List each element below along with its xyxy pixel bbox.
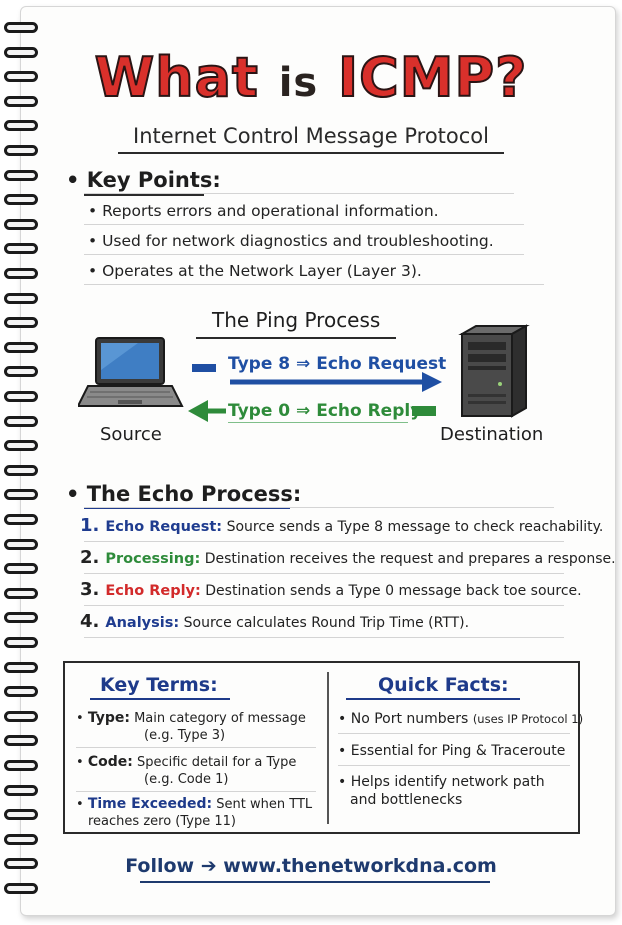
fact-line2: and bottlenecks — [350, 792, 463, 808]
step-number: 2. — [80, 547, 100, 568]
request-type: Type 8 — [228, 354, 291, 374]
fact-main: Essential for Ping & Traceroute — [350, 743, 566, 759]
spiral-ring — [4, 883, 38, 894]
echo-step — [80, 579, 582, 600]
spiral-ring — [4, 834, 38, 845]
request-label — [228, 354, 446, 374]
quick-facts-heading: Quick Facts: — [378, 674, 509, 696]
step-text: Destination receives the request and prepares a response. — [204, 551, 616, 567]
spiral-ring — [4, 170, 38, 181]
request-name: Echo Request — [316, 354, 447, 374]
spiral-ring — [4, 711, 38, 722]
spiral-ring — [4, 243, 38, 254]
ruled-line — [76, 747, 316, 748]
ping-process-title: The Ping Process — [212, 308, 381, 332]
ruled-line — [76, 791, 316, 792]
term-line1: Main category of message — [134, 711, 306, 726]
ruled-line — [84, 541, 564, 542]
ruled-line — [84, 193, 514, 194]
quick-fact-item: • Essential for Ping & Traceroute — [338, 743, 566, 759]
title-word-icmp: ICMP? — [338, 46, 528, 109]
term-key: Time Exceeded: — [87, 796, 213, 812]
ruled-line — [84, 573, 564, 574]
spiral-ring — [4, 317, 38, 328]
page-title — [0, 46, 622, 109]
term-line2: (e.g. Type 3) — [144, 728, 226, 743]
box-divider — [327, 672, 329, 824]
spiral-ring — [4, 686, 38, 697]
spiral-ring — [4, 342, 38, 353]
step-text: Source calculates Round Trip Time (RTT). — [183, 615, 470, 631]
fact-main: Helps identify network path — [350, 774, 545, 790]
echo-step — [80, 611, 469, 632]
spiral-ring — [4, 293, 38, 304]
request-arrow-glyph: ⇒ — [296, 354, 311, 374]
term-line1: Sent when TTL — [216, 797, 313, 812]
footer-underline — [140, 881, 490, 883]
key-point-item: • Used for network diagnostics and troubleshooting. — [88, 232, 494, 250]
spiral-ring — [4, 416, 38, 427]
spiral-ring — [4, 539, 38, 550]
spiral-ring — [4, 588, 38, 599]
server-icon — [454, 324, 534, 420]
spiral-ring — [4, 735, 38, 746]
spiral-ring — [4, 809, 38, 820]
term-line2: reaches zero (Type 11) — [88, 814, 236, 829]
spiral-ring — [4, 612, 38, 623]
step-key: Processing: — [105, 551, 201, 567]
spiral-ring — [4, 785, 38, 796]
subtitle: Internet Control Message Protocol — [133, 124, 489, 148]
website-link[interactable]: www.thenetworkdna.com — [223, 855, 497, 877]
step-key: Echo Request: — [105, 519, 223, 535]
follow-arrow-icon: ➔ — [200, 855, 217, 877]
key-point-item: • Reports errors and operational information. — [88, 202, 439, 220]
follow-label: Follow — [125, 855, 195, 877]
quick-fact-item: • No Port numbers (uses IP Protocol 1) — [338, 711, 584, 727]
key-term-item: • Code: Specific detail for a Type (e.g. Code 1) — [76, 754, 297, 787]
spiral-ring — [4, 465, 38, 476]
key-terms-heading: Key Terms: — [100, 674, 218, 696]
spiral-ring — [4, 219, 38, 230]
spiral-ring — [4, 194, 38, 205]
term-key: Code: — [87, 754, 133, 770]
destination-label: Destination — [440, 424, 544, 445]
reply-label — [228, 401, 421, 421]
key-terms-underline — [90, 698, 230, 700]
spiral-ring — [4, 391, 38, 402]
term-line1: Specific detail for a Type — [136, 755, 297, 770]
reply-type: Type 0 — [228, 401, 291, 421]
spiral-ring — [4, 760, 38, 771]
ruled-line — [338, 765, 570, 766]
quick-facts-underline — [346, 698, 520, 700]
step-key: Analysis: — [105, 615, 180, 631]
fact-small: (uses IP Protocol 1) — [472, 712, 584, 726]
step-text: Source sends a Type 8 message to check reachability. — [226, 519, 604, 535]
spiral-ring — [4, 440, 38, 451]
spiral-ring — [4, 637, 38, 648]
step-number: 1. — [80, 515, 100, 536]
key-term-item: • Type: Main category of message (e.g. Type 3) — [76, 710, 306, 743]
spiral-ring — [4, 514, 38, 525]
ruled-line — [84, 224, 524, 225]
reply-underline — [228, 422, 408, 423]
laptop-icon — [78, 330, 188, 416]
ruled-line — [84, 284, 544, 285]
echo-step — [80, 547, 616, 568]
term-line2: (e.g. Code 1) — [144, 772, 229, 787]
term-key: Type: — [87, 710, 130, 726]
step-number: 4. — [80, 611, 100, 632]
echo-step — [80, 515, 603, 536]
reply-name: Echo Reply — [316, 401, 422, 421]
subtitle-underline — [118, 152, 504, 154]
spiral-ring — [4, 563, 38, 574]
ruled-line — [84, 637, 564, 638]
spiral-ring — [4, 489, 38, 500]
echo-process-heading: • The Echo Process: — [66, 482, 302, 506]
ruled-line — [84, 254, 524, 255]
quick-fact-item: • Helps identify network path and bottlenecks — [338, 774, 545, 808]
ping-title-underline — [196, 337, 396, 339]
key-term-item: • Time Exceeded: Sent when TTL reaches zero (Type 11) — [76, 796, 313, 829]
source-label: Source — [100, 424, 162, 445]
spiral-ring — [4, 366, 38, 377]
spiral-ring — [4, 662, 38, 673]
title-word-what: What — [94, 46, 259, 109]
key-point-item: • Operates at the Network Layer (Layer 3). — [88, 262, 422, 280]
key-points-underline — [84, 194, 204, 196]
fact-main: No Port numbers — [350, 711, 469, 727]
spiral-ring — [4, 268, 38, 279]
step-key: Echo Reply: — [105, 583, 201, 599]
ruled-line — [84, 605, 564, 606]
key-points-heading: • Key Points: — [66, 168, 221, 192]
step-text: Destination sends a Type 0 message back toe source. — [205, 583, 582, 599]
spiral-ring — [4, 22, 38, 33]
follow-footer — [0, 855, 622, 877]
ruled-line — [338, 733, 570, 734]
ruled-line — [84, 507, 554, 508]
reply-arrow-glyph: ⇒ — [296, 401, 311, 421]
step-number: 3. — [80, 579, 100, 600]
title-word-is: is — [278, 60, 319, 106]
